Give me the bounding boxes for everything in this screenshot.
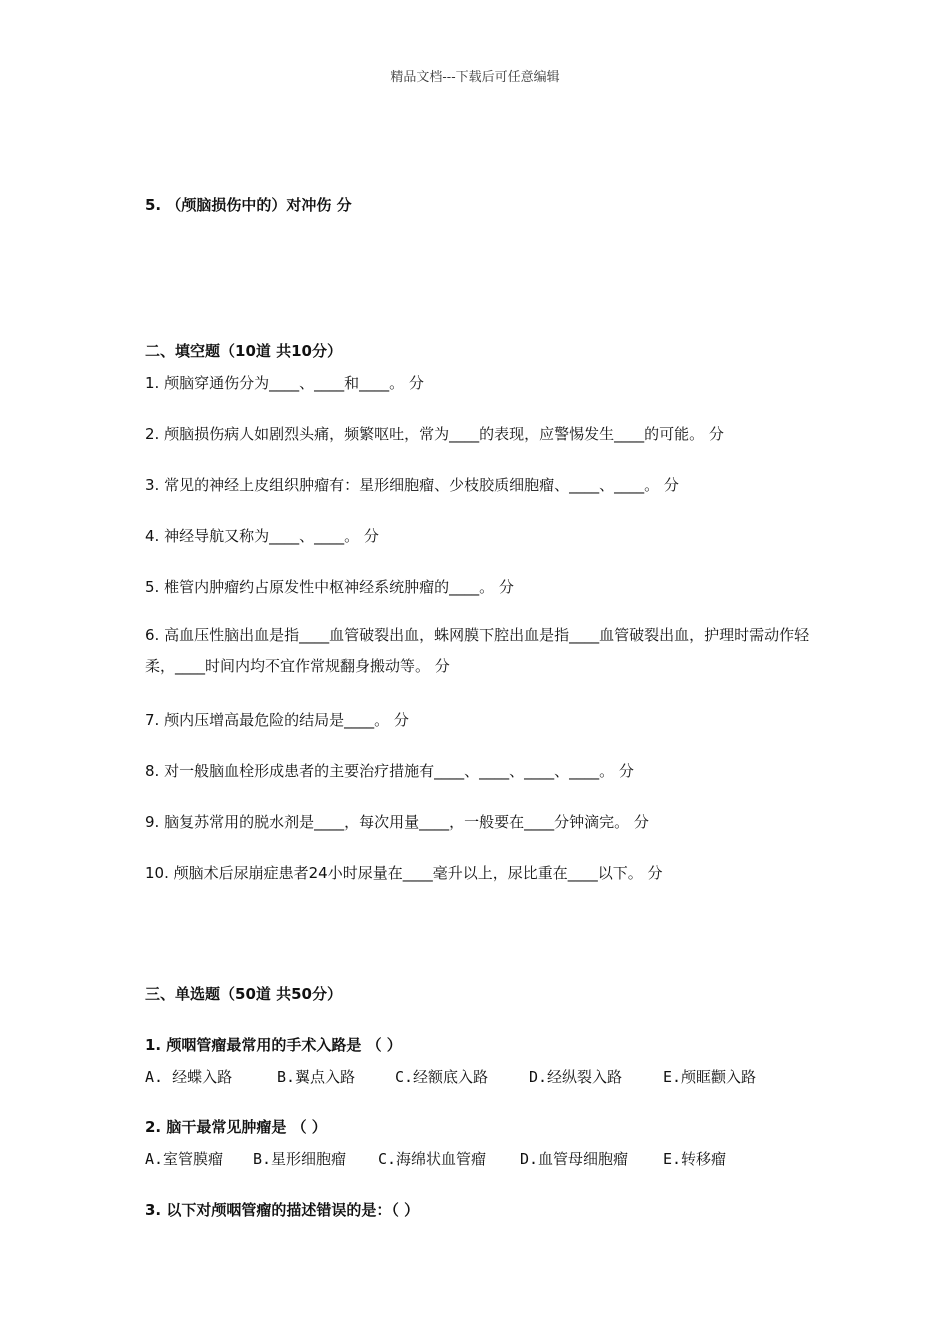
option-b: B.翼点入路	[277, 1068, 356, 1086]
fill-question-10: 10. 颅脑术后尿崩症患者24小时尿量在____毫升以上，尿比重在____以下。 分	[145, 864, 663, 882]
option-d: D.经纵裂入路	[529, 1068, 623, 1086]
fill-question-9: 9. 脑复苏常用的脱水剂是____，每次用量____，一般要在____分钟滴完。 分	[145, 813, 649, 831]
choice-question-1-stem: 1. 颅咽管瘤最常用的手术入路是 （ ）	[145, 1036, 402, 1054]
option-c: C.海绵状血管瘤	[378, 1150, 487, 1168]
page-header: 精品文档---下载后可任意编辑	[390, 70, 560, 85]
previous-question: 5. （颅脑损伤中的）对冲伤 分	[145, 196, 352, 214]
option-a: A. 经蝶入路	[145, 1068, 233, 1086]
fill-question-1: 1. 颅脑穿通伤分为____、____和____。 分	[145, 374, 424, 392]
fill-question-4: 4. 神经导航又称为____、____。 分	[145, 527, 379, 545]
option-d: D.血管母细胞瘤	[520, 1150, 629, 1168]
option-e: E.颅眶颧入路	[663, 1068, 757, 1086]
section-title-fill-in: 二、填空题（10道 共10分）	[145, 342, 342, 360]
fill-question-5: 5. 椎管内肿瘤约占原发性中枢神经系统肿瘤的____。 分	[145, 578, 514, 596]
fill-question-2: 2. 颅脑损伤病人如剧烈头痛，频繁呕吐，常为____的表现，应警惕发生____的可能。 分	[145, 425, 724, 443]
fill-question-3: 3. 常见的神经上皮组织肿瘤有：星形细胞瘤、少枝胶质细胞瘤、____、____。 分	[145, 476, 679, 494]
option-e: E.转移瘤	[663, 1150, 727, 1168]
option-b: B.星形细胞瘤	[253, 1150, 347, 1168]
option-c: C.经额底入路	[395, 1068, 489, 1086]
choice-question-3-stem: 3. 以下对颅咽管瘤的描述错误的是：（ ）	[145, 1201, 420, 1219]
fill-question-7: 7. 颅内压增高最危险的结局是____。 分	[145, 711, 409, 729]
section-title-single-choice: 三、单选题（50道 共50分）	[145, 985, 342, 1003]
choice-question-2-stem: 2. 脑干最常见肿瘤是 （ ）	[145, 1118, 327, 1136]
option-a: A.室管膜瘤	[145, 1150, 224, 1168]
fill-question-8: 8. 对一般脑血栓形成患者的主要治疗措施有____、____、____、____。 分	[145, 762, 634, 780]
fill-question-6: 6. 高血压性脑出血是指____血管破裂出血，蛛网膜下腔出血是指____血管破裂出血，护理时需动作轻柔，____时间内均不宜作常规翻身搬动等。 分	[145, 626, 810, 675]
